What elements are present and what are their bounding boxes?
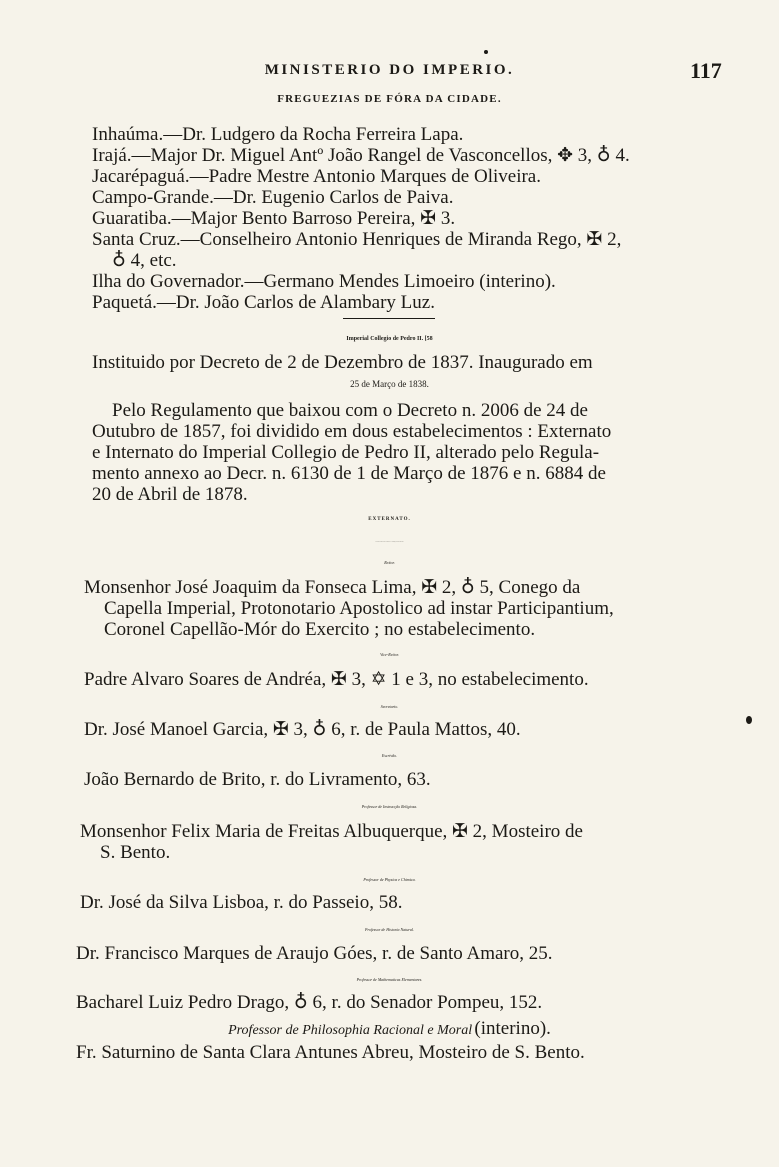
section-divider (343, 318, 435, 319)
person-line: Monsenhor Felix Maria de Freitas Albuquerque, ✠ 2, Mosteiro de (80, 821, 583, 842)
ink-speck (484, 50, 488, 54)
page-number: 117 (690, 58, 722, 83)
role-philosophia-suffix: (interino). (474, 1018, 551, 1039)
parish-line: Campo-Grande.—Dr. Eugenio Carlos de Paiva. (92, 187, 454, 208)
person-line: Dr. José Manoel Garcia, ✠ 3, ♁ 6, r. de Paula Mattos, 40. (84, 719, 521, 740)
college-title: Imperial Collegio de Pedro II. [58 (346, 336, 433, 342)
role-historia-natural: Professor de Historia Natural. (365, 927, 414, 932)
regulation-line: e Internato do Imperial Collegio de Pedro II, alterado pelo Regula- (92, 442, 600, 463)
person-line: Fr. Saturnino de Santa Clara Antunes Abreu, Mosteiro de S. Bento. (76, 1042, 585, 1063)
role-philosophia: Professor de Philosophia Racional e Moral (228, 1023, 473, 1038)
role-escrivao: Escrivão. (381, 753, 398, 758)
person-line: Bacharel Luiz Pedro Drago, ♁ 6, r. do Senador Pompeu, 152. (76, 992, 543, 1013)
parish-line: ♁ 4, etc. (112, 250, 177, 271)
externato-location: No edificio a que pertence a igreja de S. Joaquim, na rua da Imperatriz. (375, 542, 404, 543)
role-mathematicas: Professor de Mathematicas Elementares. (356, 977, 423, 982)
externato-heading: EXTERNATO. (368, 517, 411, 522)
parish-line: Paquetá.—Dr. João Carlos de Alambary Luz. (92, 292, 435, 313)
parish-line: Inhaúma.—Dr. Ludgero da Rocha Ferreira Lapa. (92, 124, 464, 145)
regulation-line: 20 de Abril de 1878. (92, 484, 248, 505)
person-line: S. Bento. (100, 842, 171, 863)
person-line: João Bernardo de Brito, r. do Livramento, 63. (84, 769, 431, 790)
ink-speck (746, 716, 752, 724)
parish-line: Jacarépaguá.—Padre Mestre Antonio Marques de Oliveira. (92, 166, 541, 187)
founding-line: Instituido por Decreto de 2 de Dezembro de 1837. Inaugurado em (92, 352, 593, 373)
regulation-line: Outubro de 1857, foi dividido em dous estabelecimentos : Externato (92, 421, 612, 442)
parish-line: Irajá.—Major Dr. Miguel Antº João Rangel de Vasconcellos, ✥ 3, ♁ 4. (92, 145, 630, 166)
person-line: Capella Imperial, Protonotario Apostolico ad instar Participantium, (104, 598, 614, 619)
founding-line: 25 de Março de 1838. (350, 379, 429, 389)
parish-line: Ilha do Governador.—Germano Mendes Limoeiro (interino). (92, 271, 556, 292)
person-line: Coronel Capellão-Mór do Exercito ; no estabelecimento. (104, 619, 536, 640)
role-philosophia-row (0, 1019, 779, 1041)
role-reitor: Reitor. (384, 560, 395, 565)
parish-line: Guaratiba.—Major Bento Barroso Pereira, ✠ 3. (92, 208, 456, 229)
regulation-line: Pelo Regulamento que baixou com o Decreto n. 2006 de 24 de (112, 400, 588, 421)
role-secretario: Secretario. (380, 704, 399, 709)
person-line: Dr. Francisco Marques de Araujo Góes, r. de Santo Amaro, 25. (76, 943, 553, 964)
person-line: Padre Alvaro Soares de Andréa, ✠ 3, ✡ 1 e 3, no estabelecimento. (84, 669, 589, 690)
role-instruccao-religiosa: Professor de Instrucção Religiosa. (361, 804, 418, 809)
section-subtitle: FREGUEZIAS DE FÓRA DA CIDADE. (277, 93, 502, 105)
role-vice-reitor: Vice-Reitor. (380, 652, 399, 657)
parish-line: Santa Cruz.—Conselheiro Antonio Henriques de Miranda Rego, ✠ 2, (92, 229, 622, 250)
person-line: Monsenhor José Joaquim da Fonseca Lima, ✠ 2, ♁ 5, Conego da (84, 577, 581, 598)
role-physica-chimica: Professor de Physica e Chimica. (363, 877, 416, 882)
running-header: MINISTERIO DO IMPERIO. (264, 62, 515, 78)
regulation-line: mento annexo ao Decr. n. 6130 de 1 de Março de 1876 e n. 6884 de (92, 463, 606, 484)
person-line: Dr. José da Silva Lisboa, r. do Passeio, 58. (80, 892, 403, 913)
